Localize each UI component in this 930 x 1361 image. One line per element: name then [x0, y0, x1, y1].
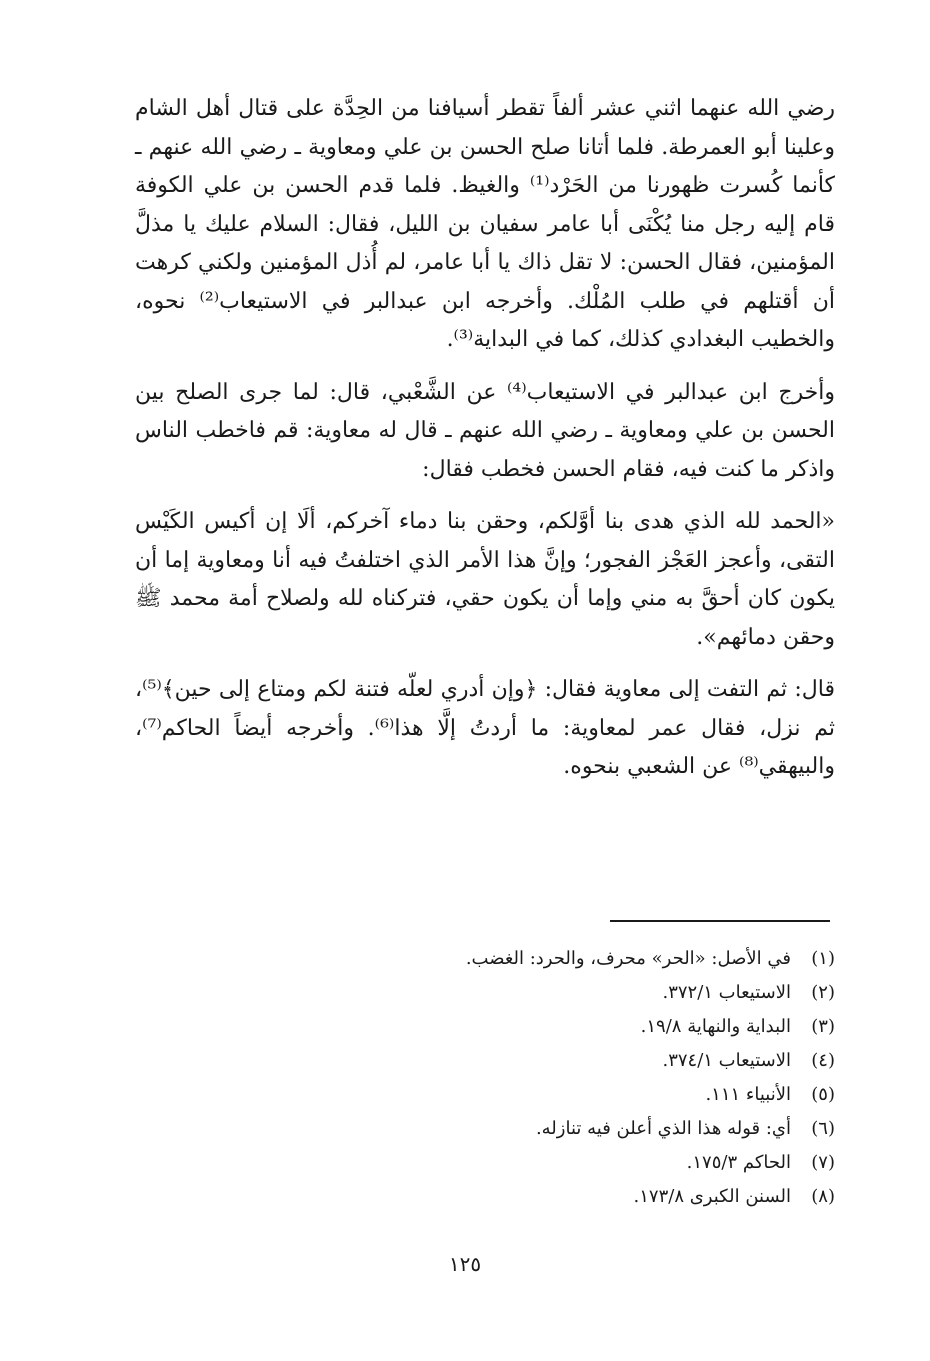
- footnote-text: السنن الكبرى ١٧٣/٨.: [633, 1186, 791, 1207]
- footnote-number: (٣): [811, 1016, 835, 1037]
- footnote: [350, 1112, 835, 1146]
- footnote-number: (٨): [811, 1186, 835, 1207]
- footnote-number: (١): [811, 948, 835, 969]
- footnote-number: (٧): [811, 1152, 835, 1173]
- main-text: [135, 90, 835, 801]
- footnote: [350, 1010, 835, 1044]
- footnote: [350, 976, 835, 1010]
- footnote-text: الاستيعاب ٣٧٢/١.: [662, 982, 791, 1003]
- footnote-number: (٥): [811, 1084, 835, 1105]
- footnote-text: أي: قوله هذا الذي أعلن فيه تنازله.: [535, 1118, 791, 1139]
- footnote-number: (٢): [811, 982, 835, 1003]
- footnote: [350, 1146, 835, 1180]
- footnotes: [350, 942, 835, 1214]
- footnote-separator: [610, 920, 830, 922]
- footnote-number: (٦): [811, 1118, 835, 1139]
- footnote-text: في الأصل: «الحر» محرف، والحرد: الغضب.: [465, 948, 791, 969]
- footnote-text: الحاكم ١٧٥/٣.: [686, 1152, 791, 1173]
- paragraph-3: «الحمد لله الذي هدى بنا أوَّلكم، وحقن بنا دماء آخركم، ألَا إن أكيس الكَيْس التقى، وأعجز العَجْز الفجور؛ وإنَّ هذا الأمر الذي اختلفتُ فيه أنا ومعاوية إما أن يكون كان أحقَّ به مني وإما أن يكون حقي، فتركناه لله ولصلاح أمة محمد ﷺ وحقن دمائهم».: [135, 509, 835, 650]
- footnote-text: البداية والنهاية ١٩/٨.: [640, 1016, 791, 1037]
- footnote: [350, 1078, 835, 1112]
- footnote-text: الأنبياء ١١١.: [705, 1084, 791, 1105]
- page-number: ١٢٥: [448, 1252, 482, 1276]
- paragraph-4: قال: ثم التفت إلى معاوية فقال: ﴿وإن أدري لعلّه فتنة لكم ومتاع إلى حين﴾⁽⁵⁾، ثم نزل، فقال عمر لمعاوية: ما أردتُ إلَّا هذا⁽⁶⁾. وأخرجه أيضاً الحاكم⁽⁷⁾، والبيهقي⁽⁸⁾ عن الشعبي بنحوه.: [135, 677, 836, 779]
- paragraph-2: وأخرج ابن عبدالبر في الاستيعاب⁽⁴⁾ عن الشَّعْبي، قال: لما جرى الصلح بين الحسن بن علي ومعاوية ـ رضي الله عنهم ـ قال له معاوية: قم فاخطب الناس واذكر ما كنت فيه، فقام الحسن فخطب فقال:: [135, 379, 835, 482]
- footnote-number: (٤): [811, 1050, 835, 1071]
- footnote: [350, 1044, 835, 1078]
- footnote: [350, 942, 835, 976]
- paragraph-1: رضي الله عنهما اثني عشر ألفاً تقطر أسيافنا من الحِدَّة على قتال أهل الشام وعلينا أبو العمرطة. فلما أتانا صلح الحسن بن علي ومعاوية ـ رضي الله عنهم ـ كأنما كُسرت ظهورنا من الحَرْد⁽¹⁾ والغيظ. فلما قدم الحسن بن علي الكوفة قام إليه رجل منا يُكْنَى أبا عامر سفيان بن الليل، فقال: السلام عليك يا مذلَّ المؤمنين، فقال الحسن: لا تقل ذاك يا أبا عامر، لم أُذل المؤمنين ولكني كرهت أن أقتلهم في طلب المُلْك. وأخرجه ابن عبدالبر في الاستيعاب⁽²⁾ نحوه، والخطيب البغدادي كذلك، كما في البداية⁽³⁾.: [135, 96, 835, 352]
- footnote: [350, 1180, 835, 1214]
- footnote-text: الاستيعاب ٣٧٤/١.: [662, 1050, 791, 1071]
